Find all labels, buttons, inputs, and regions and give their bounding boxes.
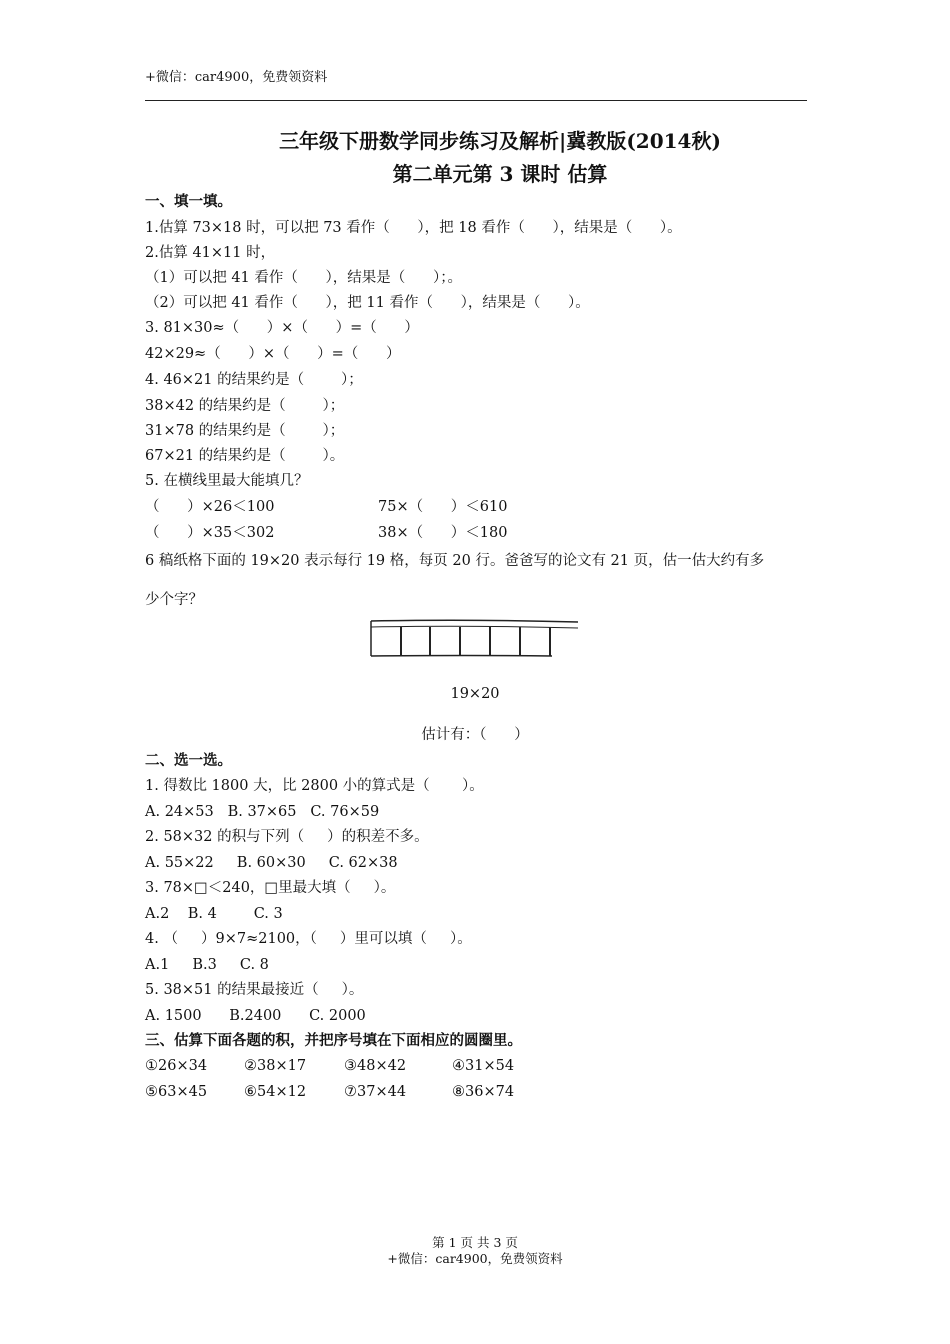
page-title: 三年级下册数学同步练习及解析|冀教版(2014秋) <box>279 129 721 153</box>
s3-item: ⑤63×45 <box>145 1084 208 1100</box>
s2-line: 3. 78×□＜240，□里最大填（ ）。 <box>145 880 396 896</box>
page-number: 第 1 页 共 3 页 <box>432 1235 518 1250</box>
header-watermark: +微信：car4900，免费领资料 <box>145 70 328 85</box>
manuscript-grid-figure <box>368 618 582 660</box>
s3-item: ①26×34 <box>145 1058 208 1074</box>
s1-line: 2.估算 41×11 时， <box>145 245 276 261</box>
s3-item: ③48×42 <box>344 1058 407 1074</box>
q5-left: （ ）×35＜302 <box>145 525 275 541</box>
lesson-title: 第二单元第 3 课时 估算 <box>392 162 608 186</box>
q6-text: 少个字？ <box>145 592 203 608</box>
s1-line: 5. 在横线里最大能填几？ <box>145 473 309 489</box>
s1-line: 3. 81×30≈（ ）×（ ）=（ ） <box>145 320 419 336</box>
estimate-line: 估计有：（ ） <box>421 727 529 743</box>
s1-line: 42×29≈（ ）×（ ）=（ ） <box>145 346 401 362</box>
s3-item: ⑦37×44 <box>344 1084 407 1100</box>
s3-item: ④31×54 <box>452 1058 515 1074</box>
s2-line: 1. 得数比 1800 大，比 2800 小的算式是（ ）。 <box>145 778 484 794</box>
s2-line: A. 1500 B.2400 C. 2000 <box>145 1008 366 1024</box>
section1-heading: 一、填一填。 <box>145 193 232 210</box>
s1-line: （2）可以把 41 看作（ ），把 11 看作（ ），结果是（ ）。 <box>145 295 590 311</box>
s3-item: ⑥54×12 <box>244 1084 307 1100</box>
section3-heading: 三、估算下面各题的积，并把序号填在下面相应的圆圈里。 <box>145 1032 522 1049</box>
s2-line: 5. 38×51 的结果最接近（ ）。 <box>145 982 364 998</box>
s1-line: 67×21 的结果约是（ ）。 <box>145 448 345 464</box>
header-rule <box>145 100 807 101</box>
s2-line: 4. （ ）9×7≈2100，（ ）里可以填（ ）。 <box>145 931 472 947</box>
q5-right: 38×（ ）＜180 <box>378 525 508 541</box>
s2-line: A.2 B. 4 C. 3 <box>145 906 283 922</box>
section2-heading: 二、选一选。 <box>145 752 232 769</box>
s2-line: A.1 B.3 C. 8 <box>145 957 269 973</box>
q6-text: 6 稿纸格下面的 19×20 表示每行 19 格，每页 20 行。爸爸写的论文有 21 页，估一估大约有多 <box>145 553 765 569</box>
s1-line: （1）可以把 41 看作（ ），结果是（ ）；。 <box>145 270 462 286</box>
s1-line: 4. 46×21 的结果约是（ ）； <box>145 372 363 388</box>
s2-line: 2. 58×32 的积与下列（ ）的积差不多。 <box>145 829 429 845</box>
s2-line: A. 55×22 B. 60×30 C. 62×38 <box>145 855 398 871</box>
figure-caption: 19×20 <box>450 686 500 702</box>
s1-line: 1.估算 73×18 时，可以把 73 看作（ ），把 18 看作（ ），结果是（ ）。 <box>145 220 682 236</box>
s2-line: A. 24×53 B. 37×65 C. 76×59 <box>145 804 380 820</box>
q5-right: 75×（ ）＜610 <box>378 499 508 515</box>
s1-line: 38×42 的结果约是（ ）； <box>145 398 345 414</box>
q5-left: （ ）×26＜100 <box>145 499 275 515</box>
s3-item: ⑧36×74 <box>452 1084 515 1100</box>
footer-watermark: +微信：car4900，免费领资料 <box>387 1251 563 1266</box>
s1-line: 31×78 的结果约是（ ）； <box>145 423 345 439</box>
s3-item: ②38×17 <box>244 1058 307 1074</box>
